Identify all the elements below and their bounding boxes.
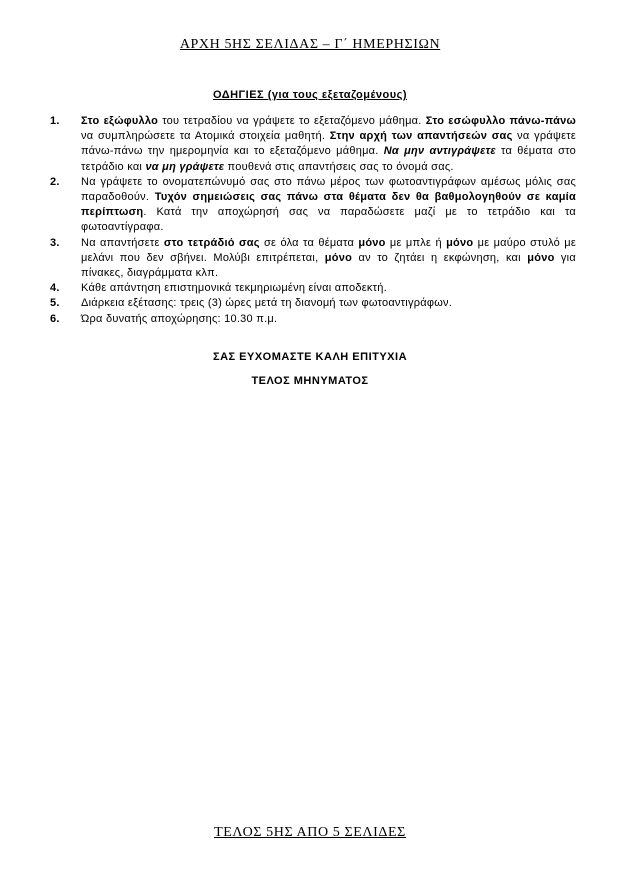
emphasis-text: Στο εσώφυλλο πάνω-πάνω xyxy=(425,115,577,127)
emphasis-text: Στο εξώφυλλο xyxy=(81,115,159,127)
instructions-title xyxy=(0,89,620,101)
emphasis-text: Τυχόν σημειώσεις σας πάνω στα θέματα δεν θα βαθμολογηθούν σε καμία περίπτωση xyxy=(81,191,576,219)
instruction-text-segment: Ώρα δυνατής αποχώρησης: 10.30 π.μ. xyxy=(81,312,278,325)
instruction-number: 2. xyxy=(50,175,60,188)
good-luck-message: ΣΑΣ ΕΥΧΟΜΑΣΤΕ ΚΑΛΗ ΕΠΙΤΥΧΙΑ xyxy=(212,351,408,363)
instruction-number: 6. xyxy=(50,312,60,325)
instruction-text xyxy=(81,175,576,236)
instruction-item xyxy=(50,281,576,296)
page-header xyxy=(0,37,620,53)
instruction-item xyxy=(50,296,576,311)
instruction-number: 5. xyxy=(50,297,60,310)
instruction-text-segment: Να απαντήσετε xyxy=(81,236,164,249)
page-footer xyxy=(0,825,620,841)
instruction-text-segment: σε όλα τα θέματα xyxy=(259,236,359,249)
instruction-text xyxy=(81,236,576,282)
emphasis-text: μόνο xyxy=(324,251,353,264)
instruction-text-segment: για πίνακες, διαγράμματα κλπ. xyxy=(81,251,576,280)
instruction-text-segment: Διάρκεια εξέτασης: τρεις (3) ώρες μετά τη διανομή των φωτοαντιγράφων. xyxy=(81,297,453,310)
instruction-text-segment: με μπλε ή xyxy=(385,236,447,249)
instruction-text-segment: αν το ζητάει η εκφώνηση, και xyxy=(352,251,528,264)
instruction-text-segment: . Κατά την αποχώρησή σας να παραδώσετε μαζί με το τετράδιο και τα φωτοαντίγραφα. xyxy=(81,206,576,234)
emphasis-text: μόνο xyxy=(446,236,474,249)
instruction-text-segment: να γράψετε πάνω-πάνω την ημερομηνία και το εξεταζόμενο μάθημα. xyxy=(81,130,576,158)
instruction-number: 4. xyxy=(50,282,60,295)
instructions-list xyxy=(50,114,576,327)
emphasis-text: να μη γράψετε xyxy=(145,160,225,173)
instruction-text-segment: πουθενά στις απαντήσεις σας το όνομά σας. xyxy=(224,160,454,173)
instruction-text-segment: του τετραδίου να γράψετε το εξεταζόμενο μάθημα. xyxy=(158,115,426,127)
instruction-text-segment: να συμπληρώσετε τα Ατομικά στοιχεία μαθητή. xyxy=(81,130,330,143)
page-header-text: ΑΡΧΗ 5ΗΣ ΣΕΛΙΔΑΣ – Γ΄ ΗΜΕΡΗΣΙΩΝ xyxy=(179,37,441,52)
instruction-text xyxy=(81,281,576,296)
page-footer-text: ΤΕΛΟΣ 5ΗΣ ΑΠΟ 5 ΣΕΛΙΔΕΣ xyxy=(214,825,406,840)
instruction-item xyxy=(50,236,576,282)
instruction-text-segment: τα θέματα στο τετράδιο και xyxy=(81,145,576,173)
emphasis-text: μόνο xyxy=(527,251,555,264)
instructions-title-text: ΟΔΗΓΙΕΣ (για τους εξεταζομένους) xyxy=(212,89,408,101)
instruction-text-segment: με μαύρο στυλό με μελάνι που δεν σβήνει. Μολύβι επιτρέπεται, xyxy=(81,236,576,264)
instruction-text-segment: Να γράψετε το ονοματεπώνυμό σας στο πάνω μέρος των φωτοαντιγράφων αμέσως μόλις σας παραδοθούν. xyxy=(81,175,576,204)
instruction-number: 1. xyxy=(50,115,60,127)
end-of-message: ΤΕΛΟΣ ΜΗΝΥΜΑΤΟΣ xyxy=(251,375,369,387)
instruction-text xyxy=(81,312,576,327)
instruction-item xyxy=(50,175,576,236)
instruction-item xyxy=(50,114,576,175)
emphasis-text: μόνο xyxy=(358,236,386,249)
emphasis-text: Να μην αντιγράψετε xyxy=(383,145,496,158)
instruction-text xyxy=(81,296,576,311)
instruction-text-segment: Κάθε απάντηση επιστημονικά τεκμηριωμένη είναι αποδεκτή. xyxy=(81,282,387,295)
instruction-item xyxy=(50,312,576,327)
emphasis-text: στο τετράδιό σας xyxy=(163,236,260,249)
instruction-text xyxy=(81,114,576,175)
emphasis-text: Στην αρχή των απαντήσεών σας xyxy=(329,130,513,143)
instruction-number: 3. xyxy=(50,236,60,249)
